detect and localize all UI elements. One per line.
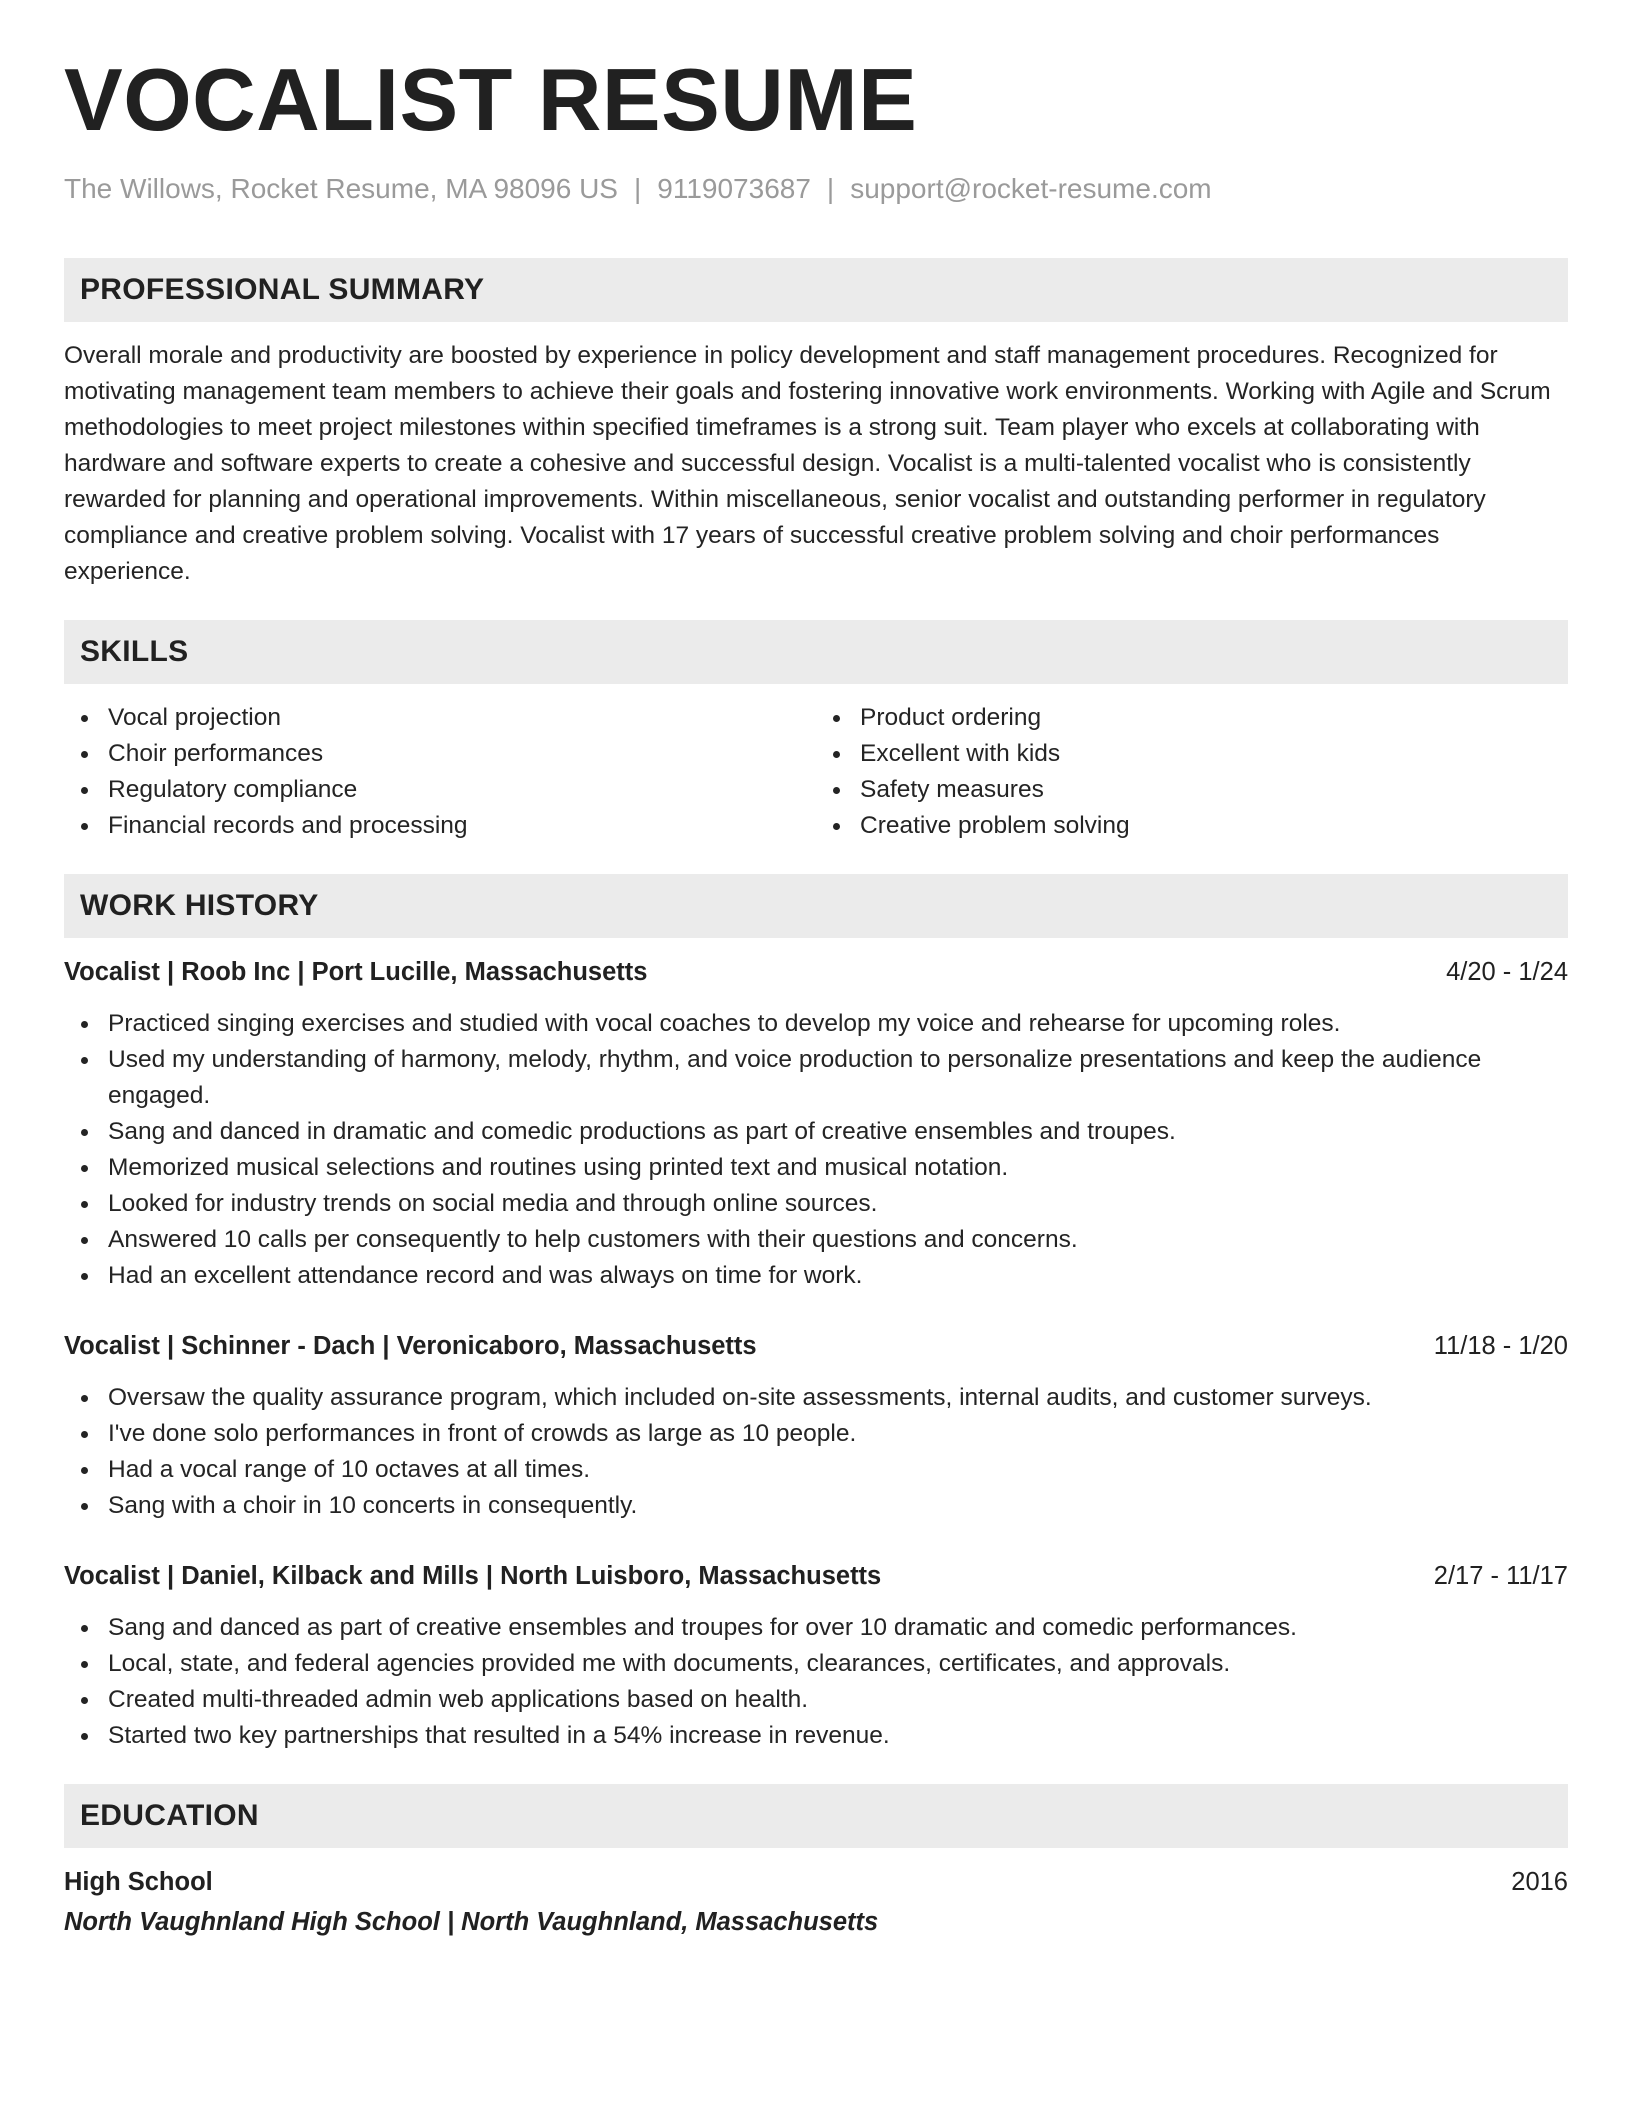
job-bullet: Started two key partnerships that resulted in a 54% increase in revenue.: [64, 1718, 1568, 1754]
job-bullet: I've done solo performances in front of crowds as large as 10 people.: [64, 1416, 1568, 1452]
job-bullet: Local, state, and federal agencies provided me with documents, clearances, certificates, and approvals.: [64, 1646, 1568, 1682]
job-title: Vocalist | Daniel, Kilback and Mills | North Luisboro, Massachusetts: [64, 1561, 882, 1590]
job-bullet: Sang and danced as part of creative ensembles and troupes for over 10 dramatic and comedic performances.: [64, 1610, 1568, 1646]
job-bullet: Memorized musical selections and routines using printed text and musical notation.: [64, 1150, 1568, 1186]
contact-separator: |: [633, 173, 642, 204]
job-dates: 4/20 - 1/24: [1446, 957, 1568, 986]
skill-item: Vocal projection: [64, 700, 816, 736]
job-header: [64, 954, 1568, 990]
education-header: [64, 1864, 1568, 1900]
job-bullet: Created multi-threaded admin web applications based on health.: [64, 1682, 1568, 1718]
skill-item: Choir performances: [64, 736, 816, 772]
job-bullet: Had an excellent attendance record and was always on time for work.: [64, 1258, 1568, 1294]
section-heading-education: EDUCATION: [64, 1784, 1568, 1848]
job-dates: 11/18 - 1/20: [1433, 1331, 1568, 1360]
education-year: 2016: [1511, 1867, 1568, 1896]
summary-text: Overall morale and productivity are boosted by experience in policy development and staff management procedures. Recognized for motivating management team members to achieve their goals and fostering innovative work environments. Working with Agile and Scrum methodologies to meet project milestones within specified timeframes is a strong suit. Team player who excels at collaborating with hardware and software experts to create a cohesive and successful design. Vocalist is a multi-talented vocalist who is consistently rewarded for planning and operational improvements. Within miscellaneous, senior vocalist and outstanding performer in regulatory compliance and creative problem solving. Vocalist with 17 years of successful creative problem solving and choir performances experience.: [64, 341, 1551, 585]
job-bullets: [64, 1380, 1568, 1524]
skill-item: Safety measures: [816, 772, 1568, 808]
job-header: [64, 1328, 1568, 1364]
section-heading-work-history: WORK HISTORY: [64, 874, 1568, 938]
skill-item: Financial records and processing: [64, 808, 816, 844]
contact-line: [64, 172, 1568, 206]
contact-phone: 9119073687: [657, 173, 811, 204]
job-bullet: Practiced singing exercises and studied with vocal coaches to develop my voice and rehearse for upcoming roles.: [64, 1006, 1568, 1042]
education-school: North Vaughnland High School | North Vaughnland, Massachusetts: [64, 1907, 879, 1936]
job-bullets: [64, 1610, 1568, 1754]
job-title: Vocalist | Roob Inc | Port Lucille, Massachusetts: [64, 957, 648, 986]
job-bullet: Sang with a choir in 10 concerts in consequently.: [64, 1488, 1568, 1524]
skills-list: [64, 700, 1568, 844]
job-bullet: Answered 10 calls per consequently to help customers with their questions and concerns.: [64, 1222, 1568, 1258]
job-dates: 2/17 - 11/17: [1433, 1561, 1568, 1590]
job-entry: [64, 1328, 1568, 1524]
contact-address: The Willows, Rocket Resume, MA 98096 US: [64, 173, 618, 204]
skill-item: Regulatory compliance: [64, 772, 816, 808]
contact-email: support@rocket-resume.com: [850, 173, 1212, 204]
section-heading-summary: PROFESSIONAL SUMMARY: [64, 258, 1568, 322]
skills-column-left: [64, 700, 816, 844]
skill-item: Product ordering: [816, 700, 1568, 736]
job-bullet: Had a vocal range of 10 octaves at all times.: [64, 1452, 1568, 1488]
job-bullets: [64, 1006, 1568, 1294]
skill-item: Creative problem solving: [816, 808, 1568, 844]
education-degree: High School: [64, 1867, 213, 1896]
job-bullet: Oversaw the quality assurance program, which included on-site assessments, internal audits, and customer surveys.: [64, 1380, 1568, 1416]
job-entry: [64, 954, 1568, 1294]
education-entry: [64, 1864, 1568, 1940]
skills-column-right: [816, 700, 1568, 844]
resume-title: VOCALIST RESUME: [64, 50, 918, 149]
job-bullet: Looked for industry trends on social media and through online sources.: [64, 1186, 1568, 1222]
section-heading-skills: SKILLS: [64, 620, 1568, 684]
job-entry: [64, 1558, 1568, 1754]
job-header: [64, 1558, 1568, 1594]
skill-item: Excellent with kids: [816, 736, 1568, 772]
job-title: Vocalist | Schinner - Dach | Veronicaboro, Massachusetts: [64, 1331, 757, 1360]
job-bullet: Sang and danced in dramatic and comedic productions as part of creative ensembles and troupes.: [64, 1114, 1568, 1150]
contact-separator: |: [826, 173, 835, 204]
job-bullet: Used my understanding of harmony, melody, rhythm, and voice production to personalize presentations and keep the audience engaged.: [64, 1042, 1568, 1114]
